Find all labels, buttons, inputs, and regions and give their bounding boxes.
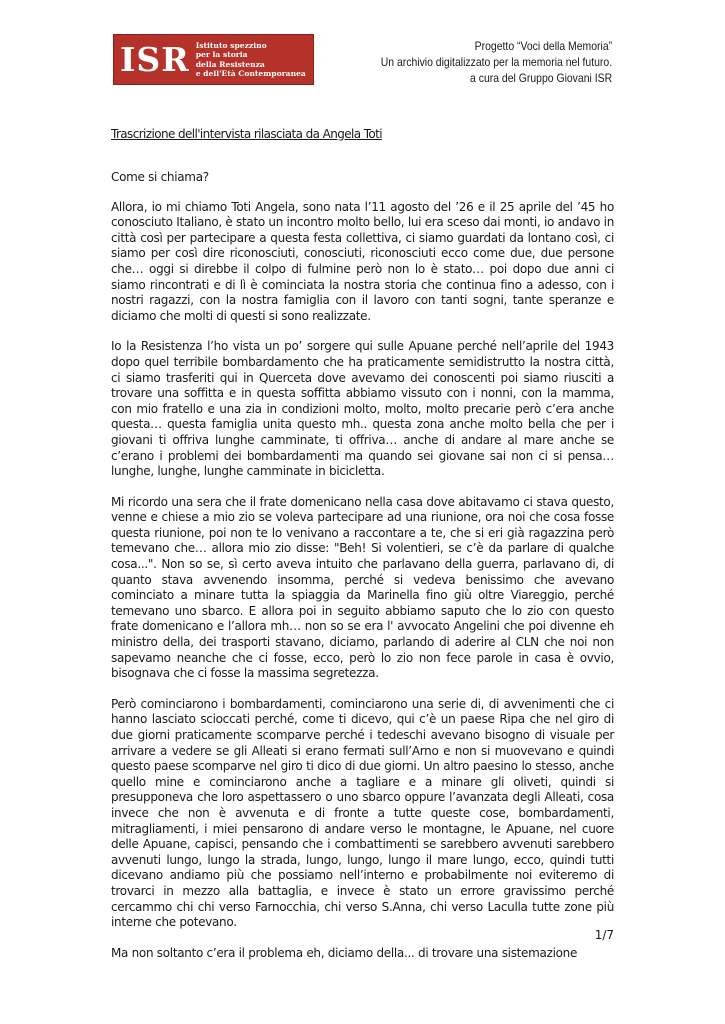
- document-title: Trascrizione dell'intervista rilasciata da Angela Toti: [111, 127, 382, 141]
- answer-paragraph: Però cominciarono i bombardamenti, cominciarono una serie di, di avvenimenti che ci hanno lasciato scioccati perché, come ti dicevo, qui c’è un paese Ripa che nel giro di due giorni praticamente scomparve perché i tedeschi avevano bisogno di visuale per arrivare a vedere se gli Alleati si erano fermati sull’Arno e non si muovevano e quindi questo paese scomparve nel giro ti dico di due giorni. Un altro paesino lo stesso, anche quello mine e cominciarono anche a tagliare e a minare gli oliveti, quindi si presupponeva che loro aspettassero o uno sbarco oppure l’avanzata degli Alleati, cosa invece che non è avvenuta e di fronte a tutte queste cose, bombardamenti, mitragliamenti, i miei pensarono di andare verso le montagne, le Apuane, nel cuore delle Apuane, capisci, pensando che i combattimenti se sarebbero avvenuti sarebbero avvenuti lungo, lungo la strada, lungo, lungo, lungo il mare lungo, ecco, quindi tutti dicevano andiamo più che possiamo nell’interno e probabilmente noi eviteremo di trovarci in mezzo alla battaglia, e invece è stato un errore gravissimo perché cercammo chi chi verso Farnocchia, chi verso S.Anna, chi verso Laculla tutte zone più interne che potevano.: [111, 696, 614, 930]
- logo-line: Istituto spezzino: [195, 40, 267, 50]
- answer-paragraph: Mi ricordo una sera che il frate domenicano nella casa dove abitavamo ci stava questo, venne e chiese a mio zio se voleva partecipare ad una riunione, ora noi che cosa fosse questa riunione, poi non te lo venivano a raccontare a te, che si eri già ragazzina però temevano che… allora mio zio disse: "Beh! Si volentieri, se c’è da parlare di qualche cosa...". Non so se, sì certo aveva intuito che parlavano della guerra, parlavano di, di quanto stava avvenendo insomma, perché si vedeva benissimo che avevano cominciato a minare tutta la spiaggia da Marinella fino giù oltre Viareggio, perché temevano uno sbarco. E allora poi in seguito abbiamo saputo che lo zio con questo frate domenicano e l’allora mh… non so se era l' avvocato Angelini che poi divenne eh ministro della, dei trasporti stavano, diciamo, parlando di aderire al CLN che noi non sapevamo neanche che ci fosse, ecco, però lo zio non fece parole in casa è ovvio, bisognava che ci fosse la massima segretezza.: [111, 494, 614, 681]
- interview-body: [111, 170, 614, 976]
- header-line: Un archivio digitalizzato per la memoria nel futuro.: [380, 56, 612, 69]
- logo-line: per la storia: [195, 50, 248, 59]
- answer-paragraph: Io la Resistenza l’ho vista un po’ sorgere qui sulle Apuane perché nell’aprile del 1943 dopo quel terribile bombardamento che ha praticamente semidistrutto la nostra città, ci siamo trasferiti qui in Querceta dove avevamo dei conoscenti poi siamo riusciti a trovare una soffitta e in questa soffitta abbiamo vissuto con i nonni, con la mamma, con mio fratello e una zia in condizioni molto, molto, molto precarie però c’era anche questa… questa famiglia unita questo mh.. questa zona anche molto bella che per i giovani ti offriva lunghe camminate, ti offriva… anche di andare al mare anche se c’erano i problemi dei bombardamenti ma quando sei giovane sai non ci si pensa… lunghe, lunghe, lunghe camminate in bicicletta.: [111, 339, 614, 479]
- logo-mark: ISR: [120, 40, 190, 79]
- header-line: a cura del Gruppo Giovani ISR: [469, 72, 612, 85]
- question-paragraph: Come si chiama?: [111, 170, 209, 184]
- isr-logo: [113, 34, 314, 85]
- answer-paragraph: Allora, io mi chiamo Toti Angela, sono nata l’11 agosto del ’26 e il 25 aprile del ’45 ho conosciuto Italiano, è stato un incontro molto bello, lui era sceso dai monti, io andavo in città così per partecipare a questa festa collettiva, ci siamo guardati da lontano così, ci siamo per così dire riconosciuti, conosciuti, riconosciuti ecco come due, due persone che… oggi si direbbe il colpo di fulmine però non lo è stato… poi dopo due anni ci siamo rincontrati e di lì è cominciata la nostra storia che continua fino a adesso, con i nostri ragazzi, con la nostra famiglia con il lavoro con tanti sogni, tante speranze e diciamo che molti di questi si sono realizzate.: [111, 199, 614, 323]
- logo-text: [196, 41, 306, 79]
- page-number: 1/7: [594, 928, 614, 942]
- logo-line: e dell'Età Contemporanea: [195, 69, 306, 78]
- header-line: Progetto “Voci della Memoria”: [474, 40, 612, 53]
- answer-paragraph: Ma non soltanto c’era il problema eh, diciamo della... di trovare una sistemazione: [111, 945, 578, 960]
- logo-line: della Resistenza: [195, 59, 265, 69]
- project-header: [381, 39, 612, 87]
